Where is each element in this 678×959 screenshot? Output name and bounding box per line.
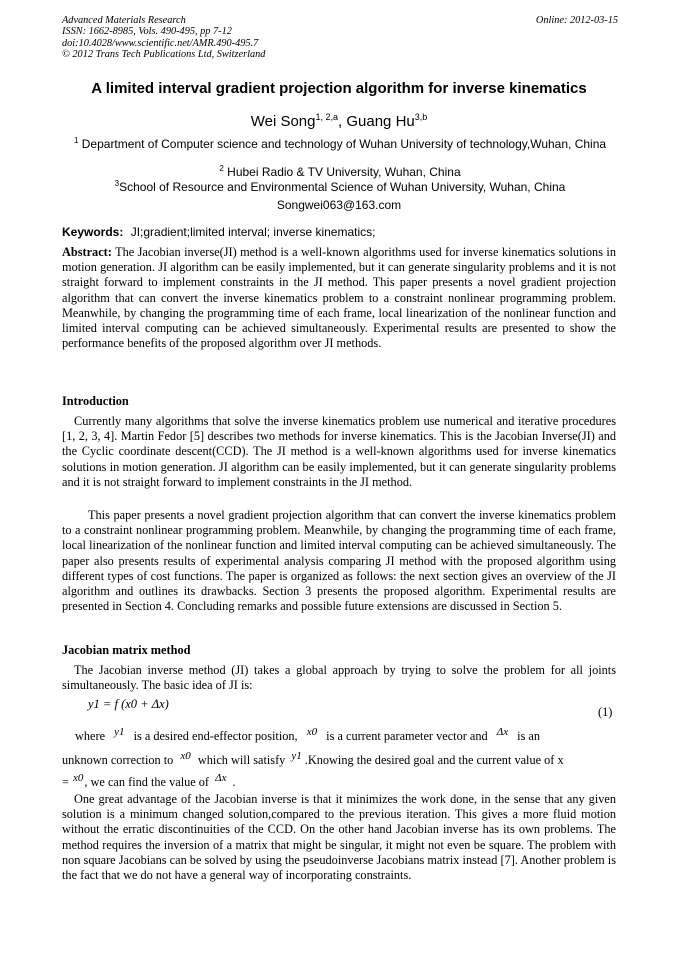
journal-doi: doi:10.4028/www.scientific.net/AMR.490-495.7 bbox=[62, 37, 259, 49]
affiliation-text: School of Resource and Environmental Science of Wuhan University, Wuhan, China bbox=[119, 180, 566, 194]
text-run: where bbox=[75, 729, 106, 743]
abstract bbox=[62, 245, 616, 351]
section-heading: Jacobian matrix method bbox=[62, 643, 191, 657]
keywords-label: Keywords: bbox=[62, 225, 124, 239]
text-run: .Knowing the desired goal and the current value of x bbox=[304, 753, 564, 767]
jacobian-paragraph-2: One great advantage of the Jacobian inverse is that it minimizes the work done, in the sense that any given solution is a minimum changed solution,compared to the previous iteration. This gives a more fluid motion without the erratic discontinuities of the CCD. On the other hand Jacobian inverse has its own problems. The method requires the inversion of a matrix that might be singular, it might not even be square. The problem with non square Jacobians can be solved by using the pseudoinverse Jacobians matrix instead [7]. Another problem is the fact that we do not have a general way of incorporating constraints. bbox=[62, 792, 616, 883]
author-name: Guang Hu bbox=[346, 113, 415, 130]
section-heading: Introduction bbox=[62, 394, 129, 408]
math-var: x0 bbox=[306, 726, 318, 738]
author-affiliation-mark: 3,b bbox=[414, 112, 428, 122]
math-text-line bbox=[62, 726, 616, 745]
text-run: is a current parameter vector and bbox=[326, 729, 488, 743]
math-text-line bbox=[62, 750, 616, 769]
text-run: is a desired end-effector position, bbox=[133, 729, 298, 743]
affiliation bbox=[70, 177, 610, 195]
journal-issn: ISSN: 1662-8985, Vols. 490-495, pp 7-12 bbox=[62, 26, 232, 38]
math-var: Δx bbox=[496, 726, 509, 738]
affiliation-mark: 1 bbox=[73, 136, 79, 145]
author-name: Wei Song bbox=[250, 113, 316, 130]
affiliation bbox=[70, 134, 610, 152]
text-run: is an bbox=[517, 729, 541, 743]
author-email: Songwei063@163.com bbox=[276, 198, 402, 212]
math-var: x0 bbox=[73, 772, 84, 784]
jacobian-paragraph-1: The Jacobian inverse method (JI) takes a global approach by trying to solve the problem for all joints simultaneously. The basic idea of JI is: bbox=[62, 663, 616, 693]
online-date: Online: 2012-03-15 bbox=[535, 15, 618, 26]
affiliation-mark: 2 bbox=[219, 164, 224, 173]
intro-paragraph-1: Currently many algorithms that solve the inverse kinematics problem use numerical and iterative procedures [1, 2, 3, 4]. Martin Fedor [5] describes two methods for inverse kinematics. This is the Jacobian Inverse(JI) and the Cyclic coordinate descent(CCD). The JI method is a well-known algorithms used for inverse kinematics solutions in motion generation. JI algorithm can be easily implemented, but it can generate singularity problems and it is not straight forward to implement constraints in the JI method. bbox=[62, 414, 616, 489]
text-run: , we can find the value of bbox=[84, 775, 210, 789]
journal-name: Advanced Materials Research bbox=[62, 15, 186, 26]
abstract-text: The Jacobian inverse(JI) method is a well-known algorithms used for inverse kinematics solutions in motion generation. JI algorithm can be easily implemented, but it can generate singularity problems and it is not straight forward to implement constraints in the JI method. This paper presents a novel gradient projection algorithm that can convert the inverse kinematics problem to a constraint nonlinear programming problem. Meanwhile, by changing the programming time of each frame, local linearization of the nonlinear function and limited interval computing can be achieved simultaneously. Experimental results are presented to show the performance benefits of the proposed algorithm over JI methods. bbox=[62, 245, 616, 351]
affiliation-text: Department of Computer science and technology of Wuhan University of technology,Wuhan, China bbox=[81, 137, 607, 151]
text-run: = bbox=[62, 775, 69, 789]
affiliation-mark: 3 bbox=[114, 179, 120, 188]
keywords-text: JI;gradient;limited interval; inverse kinematics; bbox=[130, 225, 376, 239]
equation-number: (1) bbox=[598, 705, 613, 719]
intro-paragraph-2: This paper presents a novel gradient projection algorithm that can convert the inverse kinematics problem to a constraint nonlinear programming problem. Meanwhile, by changing the programming time of each frame, local linearization of the nonlinear function and limited interval computing can be achieved simultaneously. The paper also presents results of experimental analysis comparing JI method with the proposed algorithm using different types of cost functions. The paper is organized as follows: the next section gives an overview of the JI algorithm and outlines its drawbacks. Section 3 presents the proposed algorithm. Experimental results are presented in Section 4. Concluding remarks and possible future extensions are discussed in Section 5. bbox=[62, 508, 616, 614]
author-separator: , bbox=[338, 113, 347, 130]
journal-header bbox=[62, 15, 618, 61]
paper-title: A limited interval gradient projection algorithm for inverse kinematics bbox=[91, 80, 587, 97]
math-var: Δx bbox=[215, 772, 227, 784]
text-run: which will satisfy bbox=[197, 753, 286, 767]
math-var: y1 bbox=[114, 726, 125, 738]
abstract-label: Abstract: bbox=[62, 245, 112, 259]
math-var: y1 bbox=[291, 750, 302, 762]
affiliation-text: Hubei Radio & TV University, Wuhan, China bbox=[227, 165, 461, 179]
journal-copyright: © 2012 Trans Tech Publications Ltd, Switzerland bbox=[62, 49, 266, 61]
author-line bbox=[0, 112, 678, 130]
keywords bbox=[62, 225, 616, 239]
text-run: unknown correction to bbox=[62, 753, 174, 767]
math-text-line bbox=[62, 772, 616, 791]
text-run: . bbox=[232, 775, 236, 789]
math-var: x0 bbox=[180, 750, 191, 762]
author-affiliation-mark: 1, 2,a bbox=[315, 112, 339, 122]
equation-1: y1 = f (x0 + Δx) bbox=[88, 697, 169, 711]
